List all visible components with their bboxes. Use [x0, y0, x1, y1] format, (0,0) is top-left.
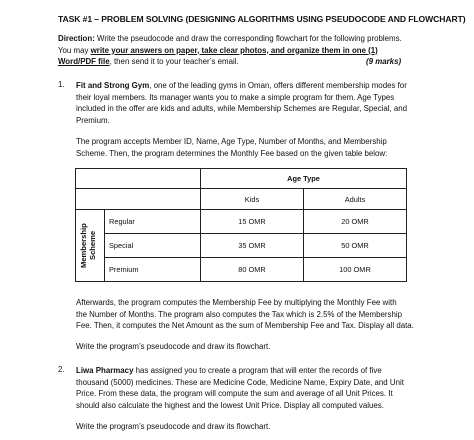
direction-line-1 [58, 33, 402, 44]
problem-1-line-2: their loyal members. Its manager wants you to make a simple program for them. Age Types [76, 92, 395, 102]
table-corner-2 [76, 189, 201, 210]
problem-1-line-1: Fit and Strong Gym, one of the leading gyms in Oman, offers different membership modes for [76, 81, 407, 90]
direction-text-2: You may [58, 45, 91, 55]
table-corner [76, 169, 201, 189]
direction-line-2 [58, 45, 378, 56]
problem-2-line-4: should also calculate the highest and the lowest Unit Price. Display all computed values. [76, 400, 384, 410]
table-row [76, 258, 407, 282]
age-type-header: Age Type [201, 169, 407, 189]
problem-2-line-2: thousand (5000) medicines. These are Medicine Code, Medicine Name, Expiry Date, and Unit [76, 377, 404, 387]
problem-1-para3-line-1: Afterwards, the program computes the Membership Fee by multiplying the Monthly Fee with [76, 298, 397, 307]
problem-1-para3-line-2: the Number of Months. The program also computes the Tax which is 2.5% of the Membership [76, 309, 403, 319]
problem-1-para2-line-1: The program accepts Member ID, Name, Age Type, Number of Months, and Membership [76, 137, 387, 146]
direction-label: Direction: [58, 34, 95, 43]
membership-scheme-header: Membership Scheme [76, 210, 105, 282]
regular-kids-fee: 15 OMR [201, 210, 304, 234]
problem-1-number: 1. [58, 80, 65, 89]
gym-name: Fit and Strong Gym [76, 81, 150, 90]
direction-text-3: , then send it to your teacher’s email. [109, 57, 239, 66]
column-adults: Adults [304, 189, 407, 210]
problem-2-line-3: Price. From these data, the program will compute the sum and average of all Unit Prices. It [76, 389, 393, 398]
membership-fee-table [75, 168, 407, 282]
special-kids-fee: 35 OMR [201, 234, 304, 258]
column-kids: Kids [201, 189, 304, 210]
scheme-regular: Regular [105, 210, 201, 234]
direction-underlined-3: Word/PDF file [58, 57, 110, 66]
task-title: TASK #1 – PROBLEM SOLVING (DESIGNING ALGORITHMS USING PSEUDOCODE AND FLOWCHART) [58, 14, 466, 24]
special-adults-fee: 50 OMR [304, 234, 407, 258]
scheme-premium: Premium [105, 258, 201, 282]
premium-adults-fee: 100 OMR [304, 258, 407, 282]
direction-text-1: Write the pseudocode and draw the corresponding flowchart for the following problems. [97, 34, 402, 43]
table-row [76, 234, 407, 258]
premium-kids-fee: 80 OMR [201, 258, 304, 282]
direction-underlined-2: write your answers on paper, take clear photos, and organize them in one (1) [90, 45, 378, 55]
regular-adults-fee: 20 OMR [304, 210, 407, 234]
problem-1-line-3: included in the offer are kids and adults, while Membership Schemes are Regular, Special, and [76, 104, 408, 113]
scheme-special: Special [105, 234, 201, 258]
table-row [76, 210, 407, 234]
direction-line-3 [58, 56, 239, 67]
marks-label: (9 marks) [366, 57, 402, 66]
problem-1-instruction: Write the program’s pseudocode and draw its flowchart. [76, 342, 271, 351]
problem-2-number: 2. [58, 365, 65, 374]
problem-1-para2-line-2: Scheme. Then, the program determines the Monthly Fee based on the given table below: [76, 148, 388, 158]
problem-2-line-1: Liwa Pharmacy has assigned you to create a program that will enter the records of five [76, 366, 382, 375]
pharmacy-name: Liwa Pharmacy [76, 366, 134, 375]
problem-2-instruction: Write the program’s pseudocode and draw its flowchart. [76, 422, 271, 431]
problem-1-para3-line-3: Fee. Then, it computes the Net Amount as the sum of Membership Fee and Tax. Display all data. [76, 321, 414, 330]
problem-1-line-4: Premium. [76, 115, 110, 125]
